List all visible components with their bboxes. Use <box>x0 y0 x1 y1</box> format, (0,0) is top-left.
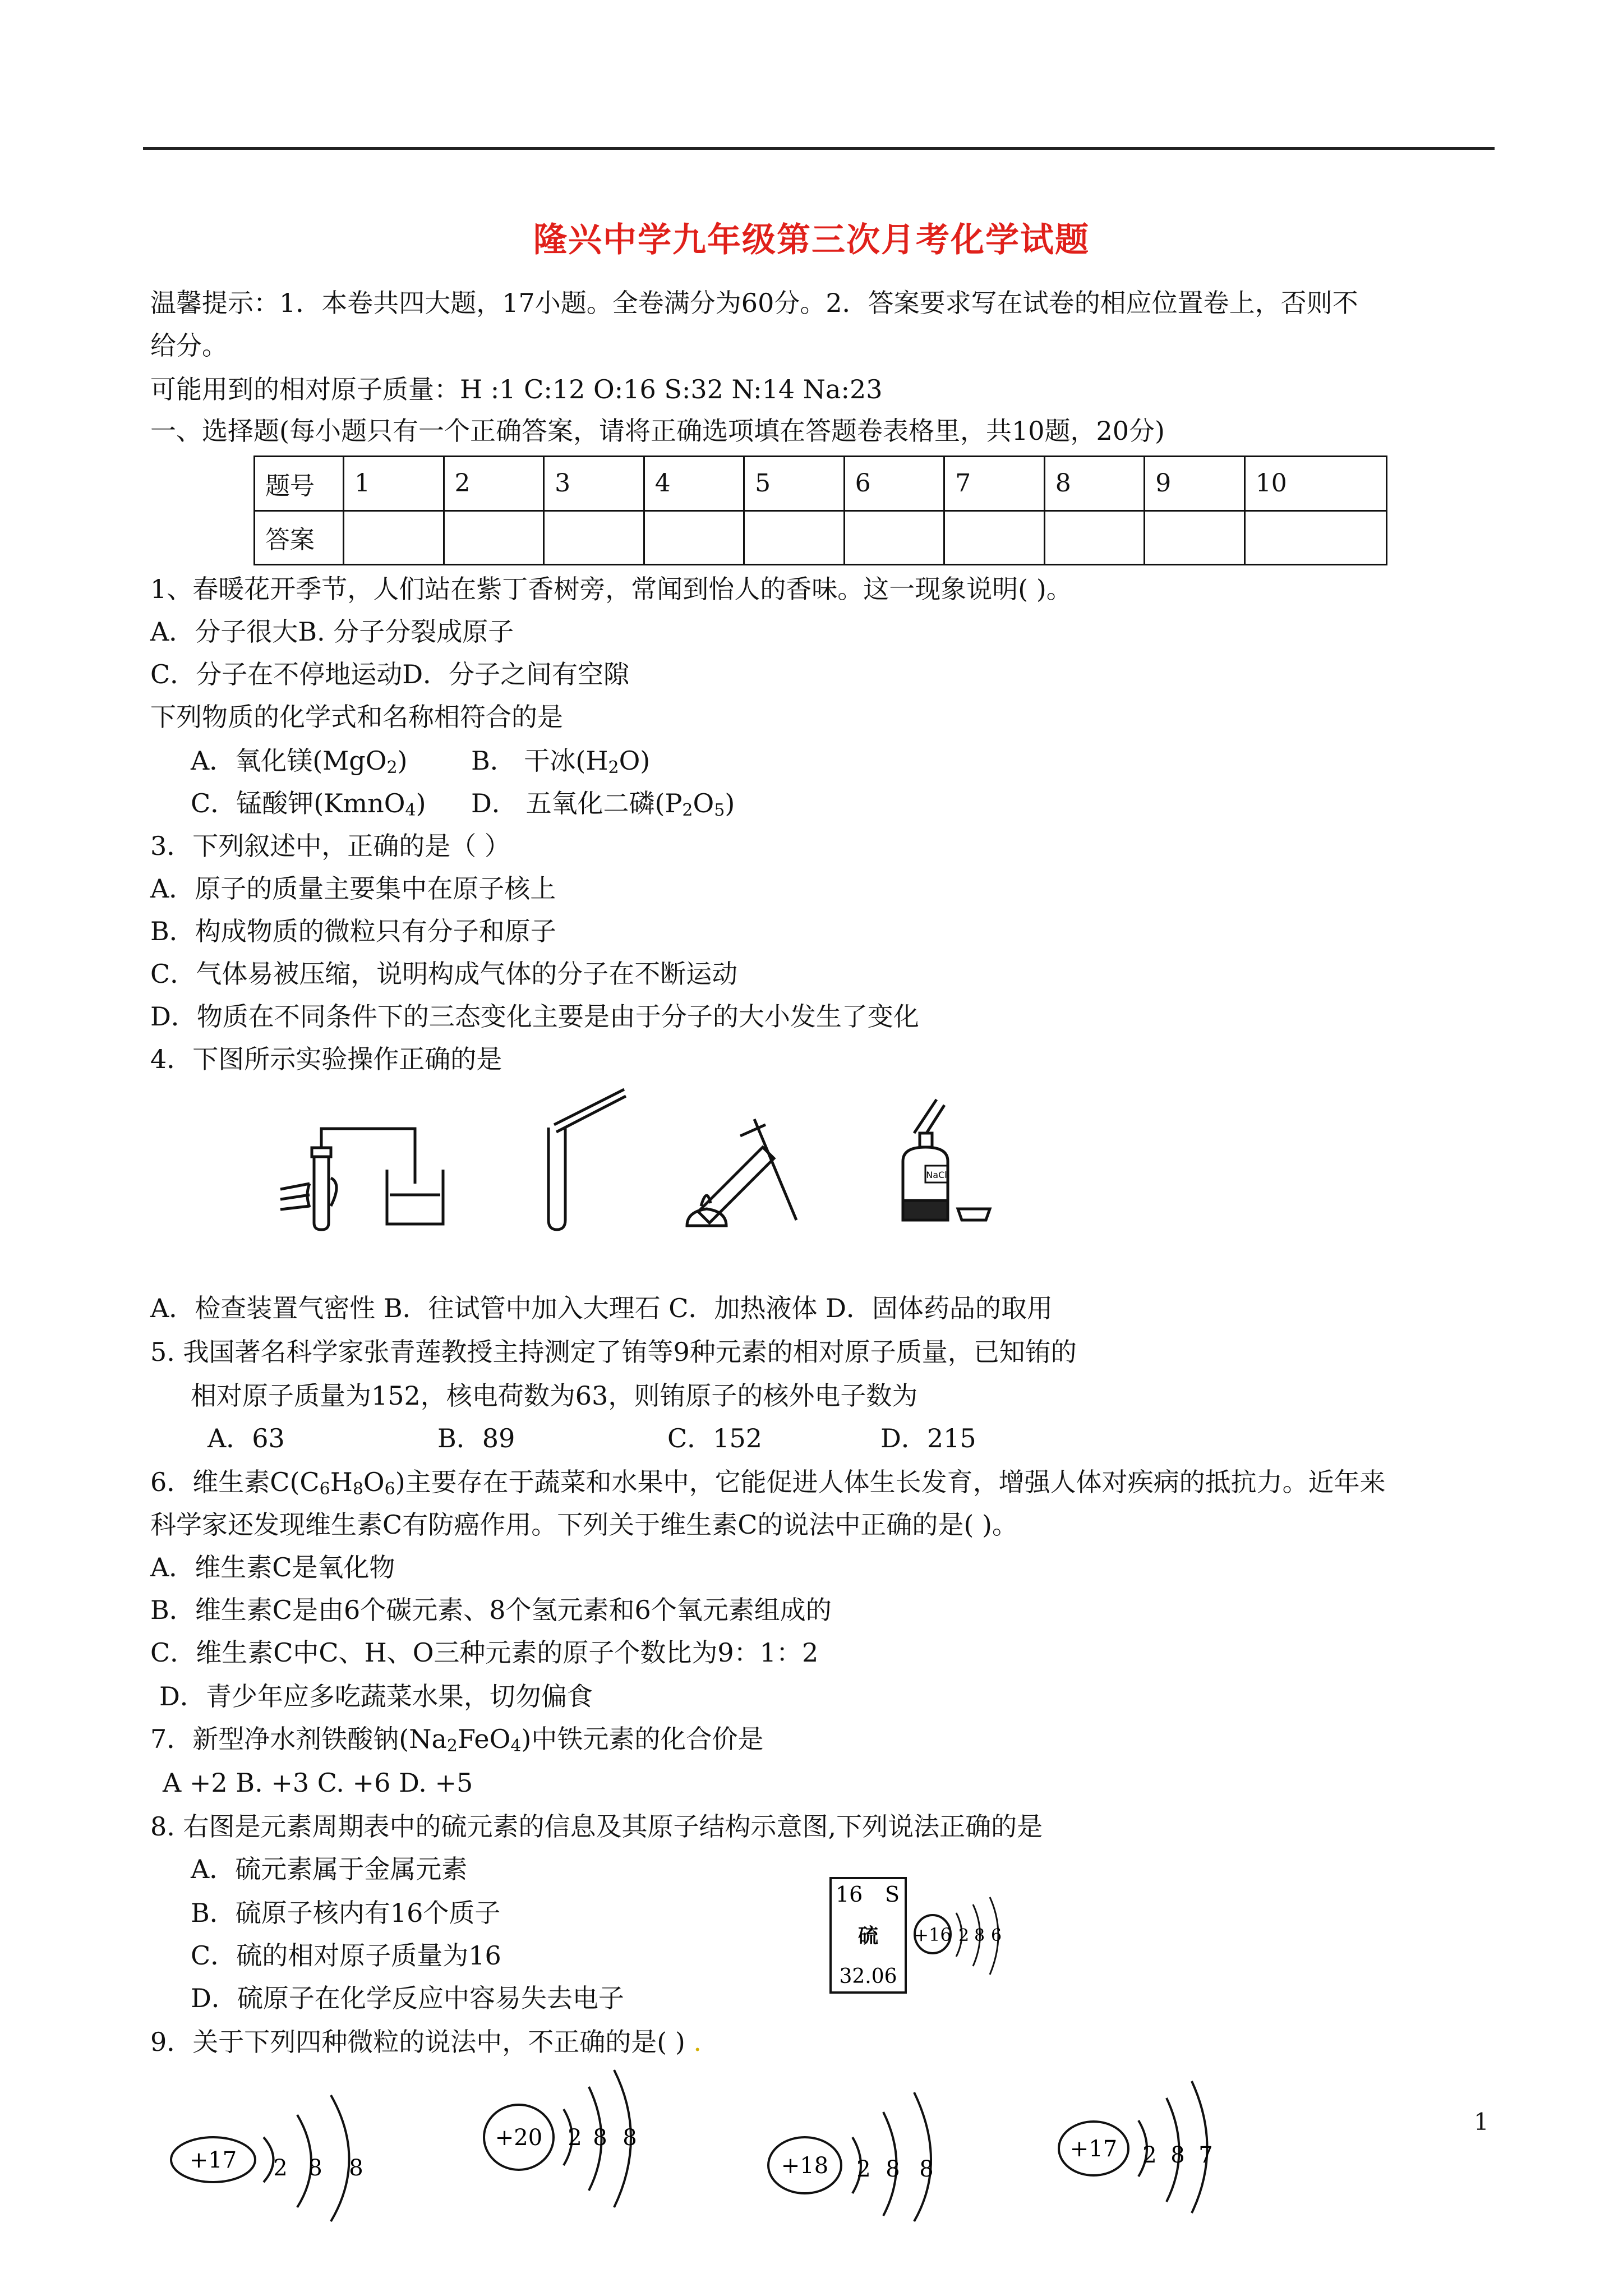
answer-table-number: 1 <box>344 457 444 511</box>
particle-shell: 8 <box>593 2125 607 2151</box>
answer-table-number: 8 <box>1044 457 1145 511</box>
answer-table-number: 3 <box>544 457 644 511</box>
answer-cell[interactable] <box>344 510 444 565</box>
answer-cell[interactable] <box>1244 510 1386 565</box>
q8-option-b: B．硫原子核内有16个质子 <box>191 1898 501 1928</box>
notice-line-2: 给分。 <box>150 330 228 361</box>
answer-cell[interactable] <box>1044 510 1145 565</box>
particle-shell: 2 <box>856 2156 871 2182</box>
particle-shell: 8 <box>623 2125 637 2151</box>
atomic-mass-line: 可能用到的相对原子质量：H :1 C:12 O:16 S:32 N:14 Na:23 <box>150 374 883 404</box>
answer-table-answer-row <box>255 510 1387 565</box>
q4-stem: 4．下图所示实验操作正确的是 <box>150 1044 502 1074</box>
q8-option-c: C．硫的相对原子质量为16 <box>191 1940 501 1971</box>
apparatus-test-tube-figure <box>532 1083 633 1234</box>
q3-option-c: C．气体易被压缩，说明构成气体的分子在不断运动 <box>150 959 738 989</box>
answer-table-number: 10 <box>1244 457 1386 511</box>
atom-shell: 8 <box>974 1926 985 1945</box>
answer-table-number: 5 <box>744 457 845 511</box>
answer-cell[interactable] <box>844 510 944 565</box>
q5-option-d: D．215 <box>880 1423 976 1453</box>
q2-stem: 下列物质的化学式和名称相符合的是 <box>150 702 563 732</box>
header-rule <box>143 147 1495 150</box>
answer-cell[interactable] <box>944 510 1045 565</box>
particle-shell: 2 <box>568 2125 582 2151</box>
q1-stem: 1、春暖花开季节，人们站在紫丁香树旁，常闻到怡人的香味。这一现象说明( )。 <box>150 574 1072 604</box>
q6-option-b: B．维生素C是由6个碳元素、8个氢元素和6个氧元素组成的 <box>150 1595 832 1625</box>
bottle-label: NaCl <box>926 1170 947 1180</box>
element-name: 硫 <box>857 1924 879 1948</box>
q6-option-c: C．维生素C中C、H、O三种元素的原子个数比为9：1：2 <box>150 1637 819 1668</box>
apparatus-solid-reagent-figure <box>892 1094 998 1234</box>
q2-option-b: B． 干冰$(H_2O)$ <box>471 746 651 777</box>
particle-shell: 8 <box>308 2155 322 2181</box>
answer-cell[interactable] <box>644 510 744 565</box>
q3-option-b: B．构成物质的微粒只有分子和原子 <box>150 916 556 946</box>
answer-cell[interactable] <box>544 510 644 565</box>
answer-table <box>253 455 1387 565</box>
particle-shell: 8 <box>886 2156 900 2182</box>
atom-shell: 6 <box>991 1926 1002 1945</box>
particle-shell: 2 <box>273 2155 288 2181</box>
answer-table-number: 4 <box>644 457 744 511</box>
q6-option-d: D．青少年应多吃蔬菜水果，切勿偏食 <box>159 1681 593 1711</box>
q2-option-c: C．锰酸钾(KmnO$_4$) <box>191 788 426 820</box>
q6-line-2: 科学家还发现维生素C有防癌作用。下列关于维生素C的说法中正确的是( )。 <box>150 1510 1018 1540</box>
q3-option-a: A．原子的质量主要集中在原子核上 <box>150 873 556 904</box>
q5-option-b: B．89 <box>437 1423 515 1453</box>
particle-nucleus: +17 <box>189 2147 237 2173</box>
q3-option-d: D．物质在不同条件下的三态变化主要是由于分子的大小发生了变化 <box>150 1001 919 1032</box>
q5-line-2: 相对原子质量为152，核电荷数为63，则铕原子的核外电子数为 <box>191 1381 918 1411</box>
q5-line-1: 5. 我国著名科学家张青莲教授主持测定了铕等9种元素的相对原子质量，已知铕的 <box>150 1337 1077 1367</box>
q1-options-ab: A．分子很大B. 分子分裂成原子 <box>150 616 514 647</box>
particle-nucleus: +20 <box>495 2125 543 2151</box>
q3-stem: 3．下列叙述中，正确的是（ ） <box>150 831 510 861</box>
answer-table-number: 6 <box>844 457 944 511</box>
particle-shell: 2 <box>1142 2142 1157 2168</box>
element-mass: 32.06 <box>839 1965 897 1988</box>
sulfur-atom-diagram <box>911 1890 1012 1980</box>
element-number: 16 <box>836 1882 863 1907</box>
particle-nucleus: +18 <box>781 2153 829 2179</box>
particle-diagram-4 <box>1054 2076 1290 2216</box>
sulfur-periodic-cell <box>829 1876 907 1994</box>
q6-line-1: 6．维生素$C(C_6H_8O_6)$主要存在于蔬菜和水果中，它能促进人体生长发育，增强人体对疾病的抵抗力。近年来 <box>150 1467 1386 1499</box>
page-title: 隆兴中学九年级第三次月考化学试题 <box>533 220 1090 260</box>
q4-options: A．检查装置气密性 B．往试管中加入大理石 C．加热液体 D．固体药品的取用 <box>150 1293 1053 1323</box>
q9-stem: 9．关于下列四种微粒的说法中，不正确的是( ) . <box>150 2027 702 2057</box>
q8-stem: 8. 右图是元素周期表中的硫元素的信息及其原子结构示意图,下列说法正确的是 <box>150 1811 1043 1842</box>
particle-diagram-1 <box>168 2092 404 2221</box>
particle-nucleus: +17 <box>1069 2136 1118 2162</box>
atom-shell: 2 <box>958 1926 970 1945</box>
answer-table-number: 2 <box>444 457 544 511</box>
notice-line-1: 温馨提示：1．本卷共四大题，17小题。全卷满分为60分。2．答案要求写在试卷的相应位置卷上，否则不 <box>150 288 1358 318</box>
answer-cell[interactable] <box>1145 510 1245 565</box>
particle-diagram-3 <box>763 2081 998 2221</box>
q8-option-d: D．硫原子在化学反应中容易失去电子 <box>191 1983 624 2013</box>
page-number: 1 <box>1474 2108 1489 2136</box>
answer-cell[interactable] <box>444 510 544 565</box>
particle-diagram-2 <box>479 2070 715 2210</box>
apparatus-heating-liquid-figure <box>676 1097 805 1234</box>
answer-table-number: 7 <box>944 457 1045 511</box>
q2-option-a: A．氧化镁(MgO$_2$) <box>191 746 408 777</box>
answer-cell[interactable] <box>744 510 845 565</box>
answer-table-number: 9 <box>1145 457 1245 511</box>
answer-table-label: 题号 <box>255 457 344 511</box>
particle-shell: 8 <box>919 2156 934 2182</box>
q6-option-a: A．维生素C是氧化物 <box>150 1552 395 1582</box>
section-1-heading: 一、选择题(每小题只有一个正确答案，请将正确选项填在答题卷表格里，共10题，20分) <box>150 416 1165 446</box>
q7-options: A +2 B. +3 C. +6 D. +5 <box>163 1768 473 1798</box>
particle-shell: 7 <box>1198 2142 1213 2168</box>
apparatus-airtightness-figure <box>275 1122 460 1234</box>
element-symbol: S <box>885 1882 900 1907</box>
answer-table-label: 答案 <box>255 510 344 565</box>
q5-option-c: C．152 <box>667 1423 762 1453</box>
particle-shell: 8 <box>1170 2142 1185 2168</box>
atom-nucleus: +16 <box>914 1924 952 1945</box>
answer-table-header-row <box>255 457 1387 511</box>
q8-option-a: A．硫元素属于金属元素 <box>191 1854 468 1884</box>
q2-option-d: D． 五氧化二磷$(P_2O_5)$ <box>471 788 735 820</box>
q1-options-cd: C．分子在不停地运动D．分子之间有空隙 <box>150 659 630 689</box>
particle-shell: 8 <box>349 2155 363 2181</box>
q5-option-a: A．63 <box>208 1423 285 1453</box>
q7-stem: 7．新型净水剂铁酸钠$(Na_2FeO_4)$中铁元素的化合价是 <box>150 1724 764 1756</box>
